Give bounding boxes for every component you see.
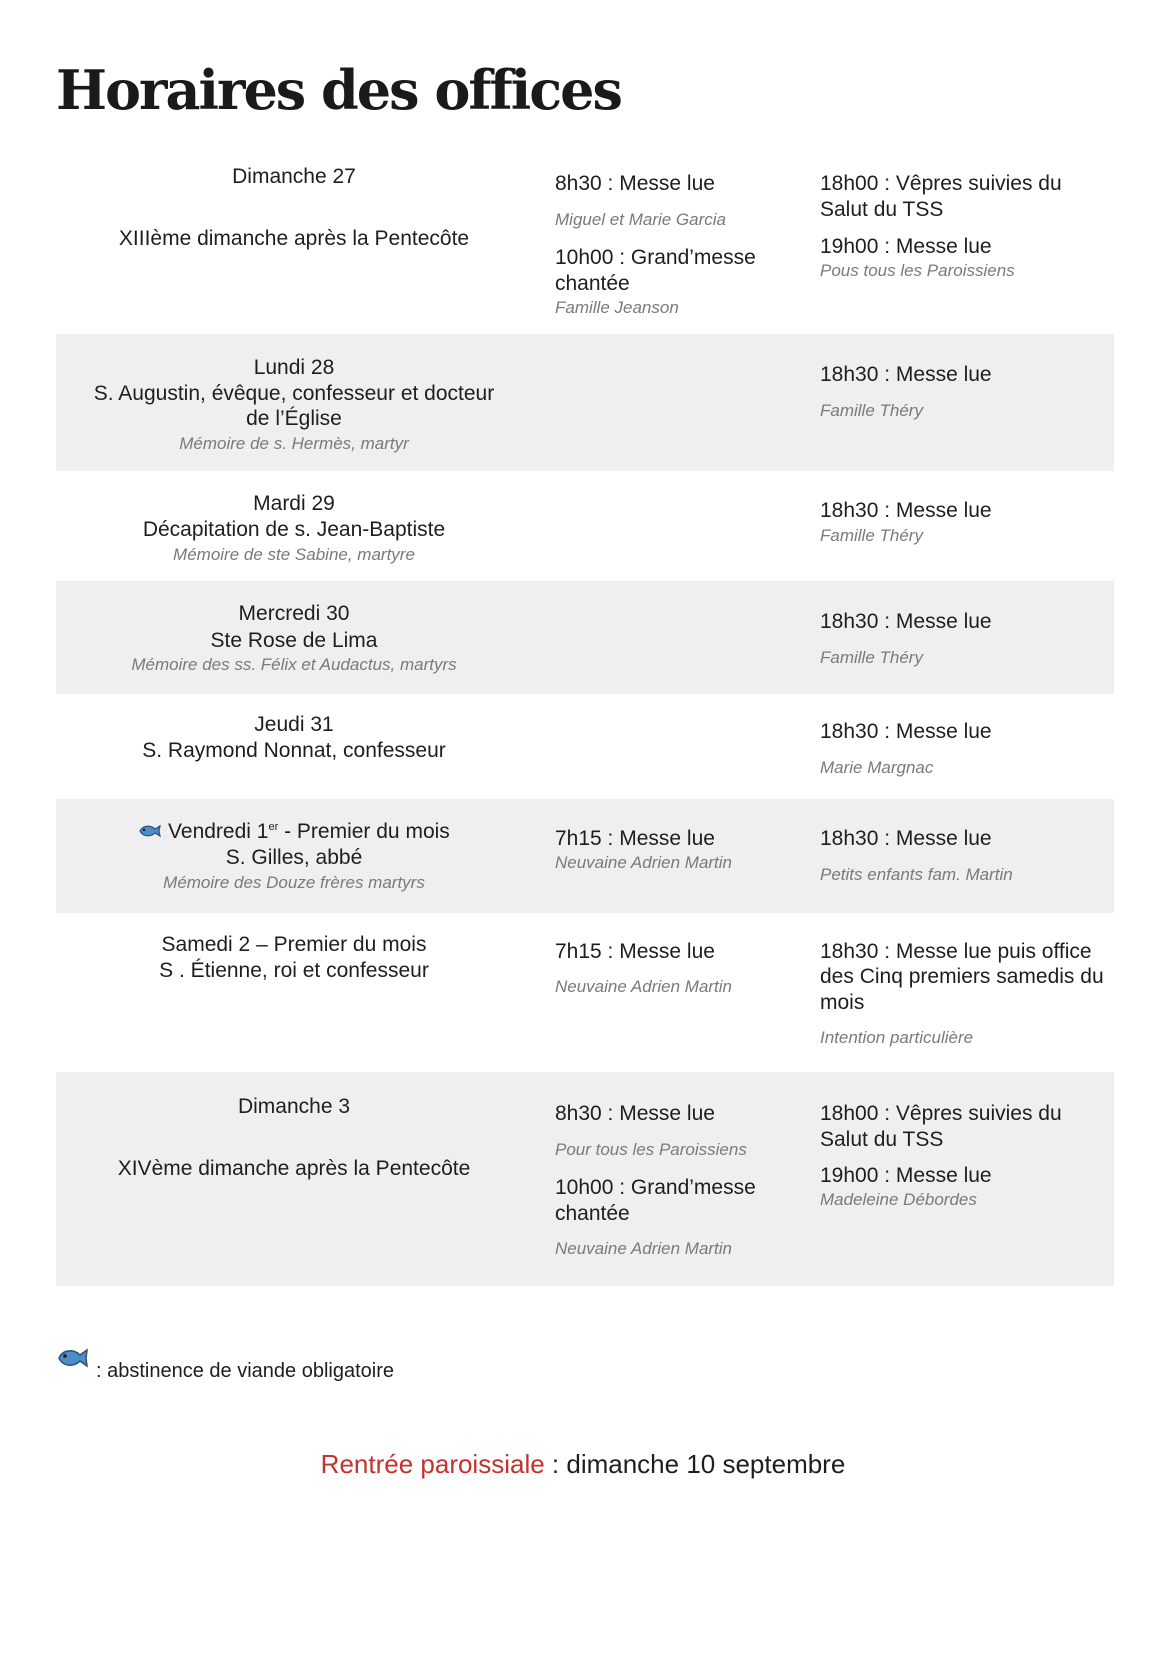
schedule-table	[56, 158, 1114, 1286]
schedule-row-samedi-2	[56, 913, 1114, 1072]
feast-label: S. Raymond Nonnat, confesseur	[142, 739, 446, 762]
mass-intention: Petits enfants fam. Martin	[820, 865, 1013, 884]
feast-label: S. Gilles, abbé	[225, 846, 363, 869]
day-label: Samedi 2 – Premier du mois	[161, 933, 427, 956]
office-time-continued: Salut du TSS	[820, 198, 944, 221]
mass-time: 10h00 : Grand’messe	[555, 246, 756, 269]
announcement	[0, 1449, 1166, 1480]
mass-time: 18h30 : Messe lue	[820, 720, 992, 743]
mass-time-continued: chantée	[555, 272, 630, 295]
feast-label: Décapitation de s. Jean-Baptiste	[142, 518, 446, 541]
mass-time: 10h00 : Grand’messe	[555, 1176, 756, 1199]
schedule-row-jeudi-31	[56, 694, 1114, 799]
fish-icon	[56, 1346, 90, 1376]
mass-time: 7h15 : Messe lue	[555, 827, 715, 850]
mass-time: 18h30 : Messe lue	[820, 827, 992, 850]
schedule-row-lundi-28	[56, 334, 1114, 471]
mass-time: 18h30 : Messe lue	[820, 363, 992, 386]
mass-time: 8h30 : Messe lue	[555, 1102, 715, 1125]
page-title: Horaires des offices	[56, 58, 621, 122]
mass-time: 18h30 : Messe lue puis office	[820, 940, 1092, 963]
mass-intention: Miguel et Marie Garcia	[555, 210, 727, 229]
office-time: 18h00 : Vêpres suivies du	[820, 172, 1062, 195]
day-label: Mardi 29	[253, 492, 335, 515]
feast-label: S . Étienne, roi et confesseur	[159, 959, 429, 982]
feast-label: Ste Rose de Lima	[210, 629, 378, 652]
mass-time: 19h00 : Messe lue	[820, 1164, 992, 1187]
mass-time-continued: chantée	[555, 1202, 630, 1225]
mass-intention: Neuvaine Adrien Martin	[555, 1239, 733, 1258]
mass-intention: Pour tous les Paroissiens	[555, 1140, 747, 1159]
fish-icon	[138, 819, 162, 845]
day-label: Dimanche 27	[232, 165, 356, 188]
schedule-row-dimanche-27	[56, 158, 1114, 334]
day-label: Dimanche 3	[237, 1095, 351, 1118]
mass-intention: Famille Théry	[820, 648, 923, 667]
mass-intention: Pous tous les Paroissiens	[820, 261, 1015, 280]
announcement-text: : dimanche 10 septembre	[544, 1449, 846, 1479]
mass-intention: Famille Théry	[820, 526, 923, 545]
mass-time: 18h30 : Messe lue	[820, 499, 992, 522]
feast-label-continued: de l’Église	[246, 407, 342, 430]
office-time-continued: Salut du TSS	[820, 1128, 944, 1151]
mass-time-continued: mois	[820, 991, 865, 1014]
mass-intention: Famille Théry	[820, 401, 923, 420]
mass-intention: Neuvaine Adrien Martin	[555, 977, 733, 996]
legend-text: : abstinence de viande obligatoire	[96, 1360, 394, 1382]
mass-intention: Neuvaine Adrien Martin	[555, 853, 733, 872]
day-label: Jeudi 31	[254, 713, 334, 736]
mass-time-continued: des Cinq premiers samedis du	[820, 965, 1104, 988]
schedule-row-mercredi-30	[56, 581, 1114, 694]
mass-intention: Madeleine Débordes	[820, 1190, 977, 1209]
day-label: Mercredi 30	[238, 602, 350, 625]
announcement-highlight: Rentrée paroissiale	[320, 1449, 545, 1479]
feast-label: XIIIème dimanche après la Pentecôte	[118, 227, 470, 250]
mass-time: 7h15 : Messe lue	[555, 940, 715, 963]
memoire-label: Mémoire des Douze frères martyrs	[163, 873, 425, 892]
memoire-label: Mémoire de ste Sabine, martyre	[173, 545, 415, 564]
office-time: 18h00 : Vêpres suivies du	[820, 1102, 1062, 1125]
mass-time: 18h30 : Messe lue	[820, 610, 992, 633]
mass-time: 8h30 : Messe lue	[555, 172, 715, 195]
mass-time: 19h00 : Messe lue	[820, 235, 992, 258]
feast-label: XIVème dimanche après la Pentecôte	[117, 1157, 471, 1180]
day-label: Lundi 28	[253, 356, 335, 379]
memoire-label: Mémoire des ss. Félix et Audactus, martyrs	[131, 655, 457, 674]
day-label: Vendredi 1er - Premier du mois	[56, 819, 532, 845]
mass-intention: Famille Jeanson	[555, 298, 679, 317]
mass-intention: Intention particulière	[820, 1028, 974, 1047]
memoire-label: Mémoire de s. Hermès, martyr	[179, 434, 409, 453]
schedule-row-mardi-29	[56, 471, 1114, 581]
mass-intention: Marie Margnac	[820, 758, 934, 777]
feast-label: S. Augustin, évêque, confesseur et docteur	[93, 382, 495, 405]
schedule-row-vendredi-1	[56, 799, 1114, 913]
schedule-row-dimanche-3	[56, 1072, 1114, 1286]
